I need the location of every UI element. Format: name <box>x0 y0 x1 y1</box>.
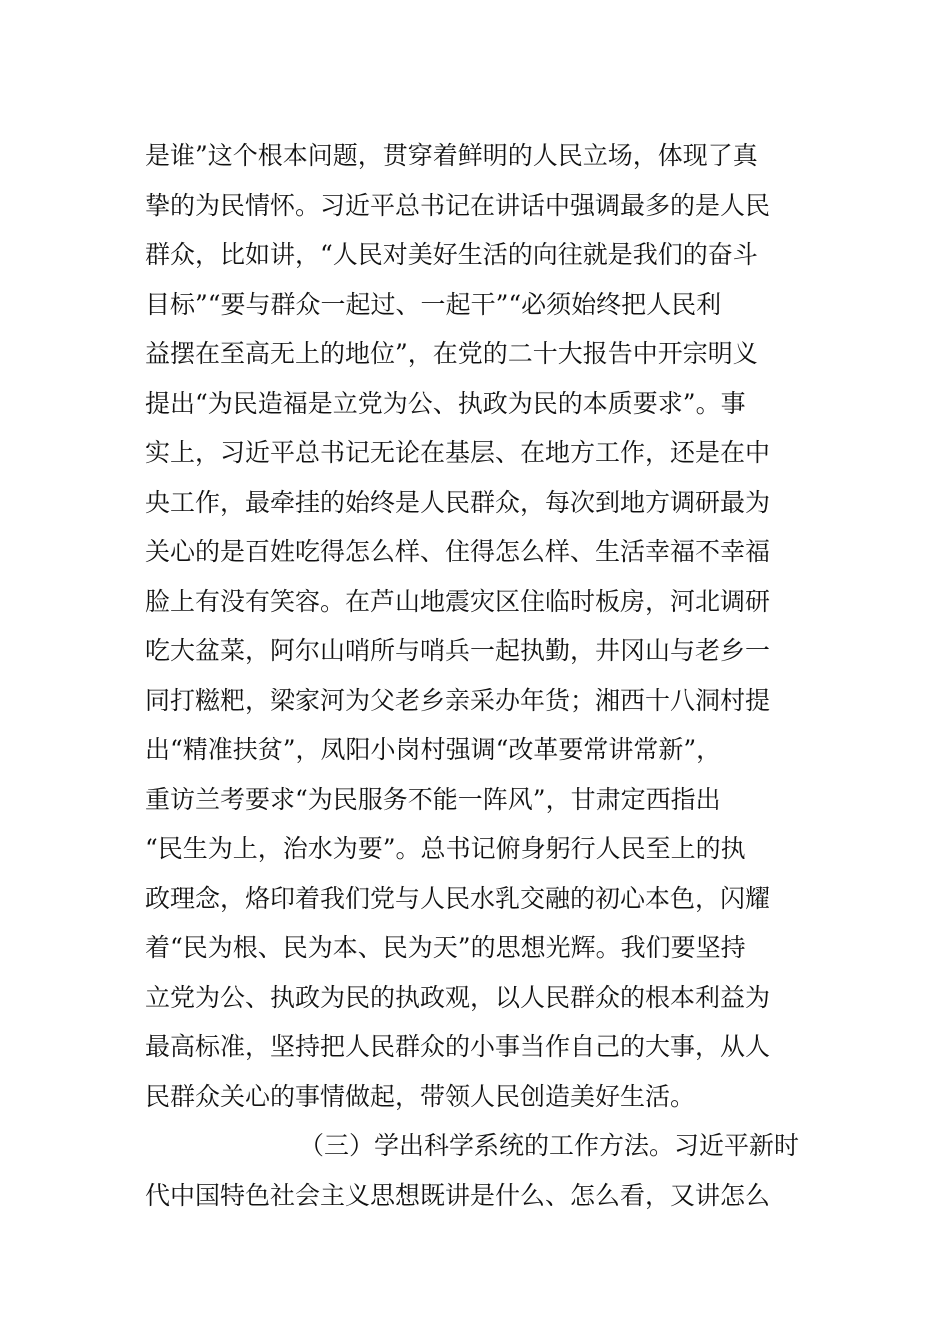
section-heading-line: （三）学出科学系统的工作方法。习近平新时 <box>299 1131 800 1160</box>
text-line-11: 吃大盆菜，阿尔山哨所与哨兵一起执勤，井冈山与老乡一 <box>145 636 771 665</box>
text-line-1: 是谁”这个根本问题，贯穿着鲜明的人民立场，体现了真 <box>145 141 758 170</box>
text-line-15: “民生为上，治水为要”。总书记俯身躬行人民至上的执 <box>145 834 746 863</box>
text-line-5: 益摆在至高无上的地位”，在党的二十大报告中开宗明义 <box>145 339 758 368</box>
text-line-7: 实上，习近平总书记无论在基层、在地方工作，还是在中 <box>145 438 771 467</box>
text-line-8: 央工作，最牵挂的始终是人民群众，每次到地方调研最为 <box>145 487 771 517</box>
text-line-10: 脸上有没有笑容。在芦山地震灾区住临时板房，河北调研 <box>145 586 771 616</box>
text-line-18: 立党为公、执政为民的执政观，以人民群众的根本利益为 <box>145 982 771 1012</box>
text-line-16: 政理念，烙印着我们党与人民水乳交融的初心本色，闪耀 <box>145 883 771 913</box>
text-line-14: 重访兰考要求“为民服务不能一阵风”，甘肃定西指出 <box>145 784 721 814</box>
text-line-17: 着“民为根、民为本、民为天”的思想光辉。我们要坚持 <box>145 933 746 962</box>
text-line-9: 关心的是百姓吃得怎么样、住得怎么样、生活幸福不幸福 <box>145 537 771 566</box>
text-line-12: 同打糍粑，梁家河为父老乡亲采办年货；湘西十八洞村提 <box>145 685 771 715</box>
text-line-4: 目标”“要与群众一起过、一起干”“必须始终把人民利 <box>145 289 722 319</box>
text-line-2: 挚的为民情怀。习近平总书记在讲话中强调最多的是人民 <box>145 190 771 220</box>
text-line-19: 最高标准，坚持把人民群众的小事当作自己的大事，从人 <box>145 1032 771 1061</box>
body-text <box>145 131 810 1220</box>
text-line-6: 提出“为民造福是立党为公、执政为民的本质要求”。事 <box>145 388 746 418</box>
text-line-13: 出“精准扶贫”，凤阳小岗村强调“改革要常讲常新”， <box>145 735 722 764</box>
text-line-3: 群众，比如讲，“人民对美好生活的向往就是我们的奋斗 <box>145 240 758 269</box>
text-line-20: 民群众关心的事情做起，带领人民创造美好生活。 <box>145 1081 696 1111</box>
text-line-22: 代中国特色社会主义思想既讲是什么、怎么看，又讲怎么 <box>145 1180 771 1210</box>
